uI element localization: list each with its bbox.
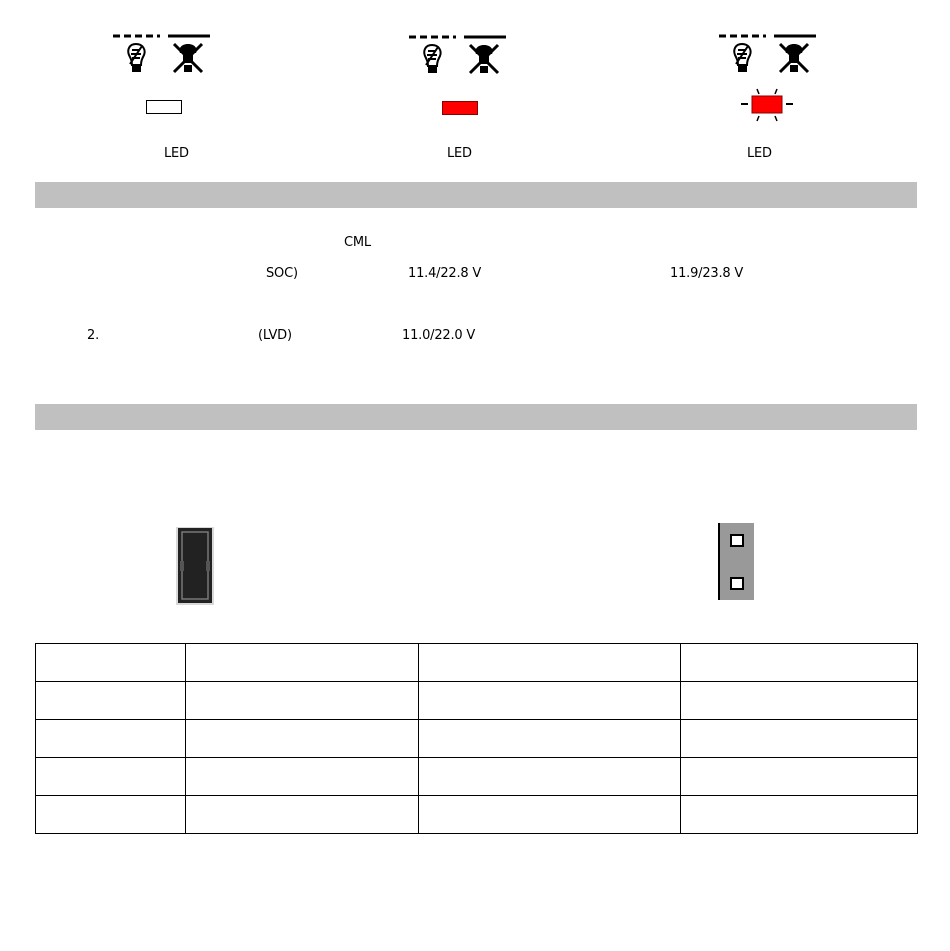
table-cell: [36, 758, 186, 796]
table-cell: [681, 682, 918, 720]
table-row: [36, 682, 918, 720]
table-cell: [681, 720, 918, 758]
table-row: [36, 758, 918, 796]
lvd-value: 11.0/22.0 V: [402, 328, 476, 343]
table-cell: [186, 758, 419, 796]
table-row: [36, 644, 918, 682]
table-cell: [681, 796, 918, 834]
table-cell: [419, 682, 681, 720]
section-header-bar: [35, 182, 917, 208]
table-row: [36, 796, 918, 834]
table-cell: [419, 758, 681, 796]
section-header-bar: [35, 404, 917, 430]
soc-label: SOC): [266, 266, 298, 281]
item-number: 2.: [87, 328, 100, 343]
table-cell: [186, 720, 419, 758]
led-indicator-blinking: [740, 88, 794, 124]
table-cell: [36, 682, 186, 720]
settings-table: [35, 643, 918, 834]
table-cell: [681, 644, 918, 682]
table-cell: [186, 796, 419, 834]
led-indicator-off: [146, 100, 182, 114]
table-cell: [36, 644, 186, 682]
table-cell: [36, 796, 186, 834]
table-cell: [419, 796, 681, 834]
led-caption: LED: [447, 146, 472, 161]
soc-value-a: 11.4/22.8 V: [408, 266, 482, 281]
lvd-label: (LVD): [258, 328, 292, 343]
table-cell: [36, 720, 186, 758]
jumper-open-icon: [718, 523, 754, 600]
cml-label: CML: [344, 235, 371, 250]
table-cell: [419, 644, 681, 682]
table-cell: [419, 720, 681, 758]
led-caption: LED: [164, 146, 189, 161]
table-cell: [681, 758, 918, 796]
table-cell: [186, 682, 419, 720]
soc-value-b: 11.9/23.8 V: [670, 266, 744, 281]
led-indicator-on: [442, 101, 478, 115]
jumper-closed-icon: [176, 527, 214, 605]
table-row: [36, 720, 918, 758]
table-cell: [186, 644, 419, 682]
led-caption: LED: [747, 146, 772, 161]
